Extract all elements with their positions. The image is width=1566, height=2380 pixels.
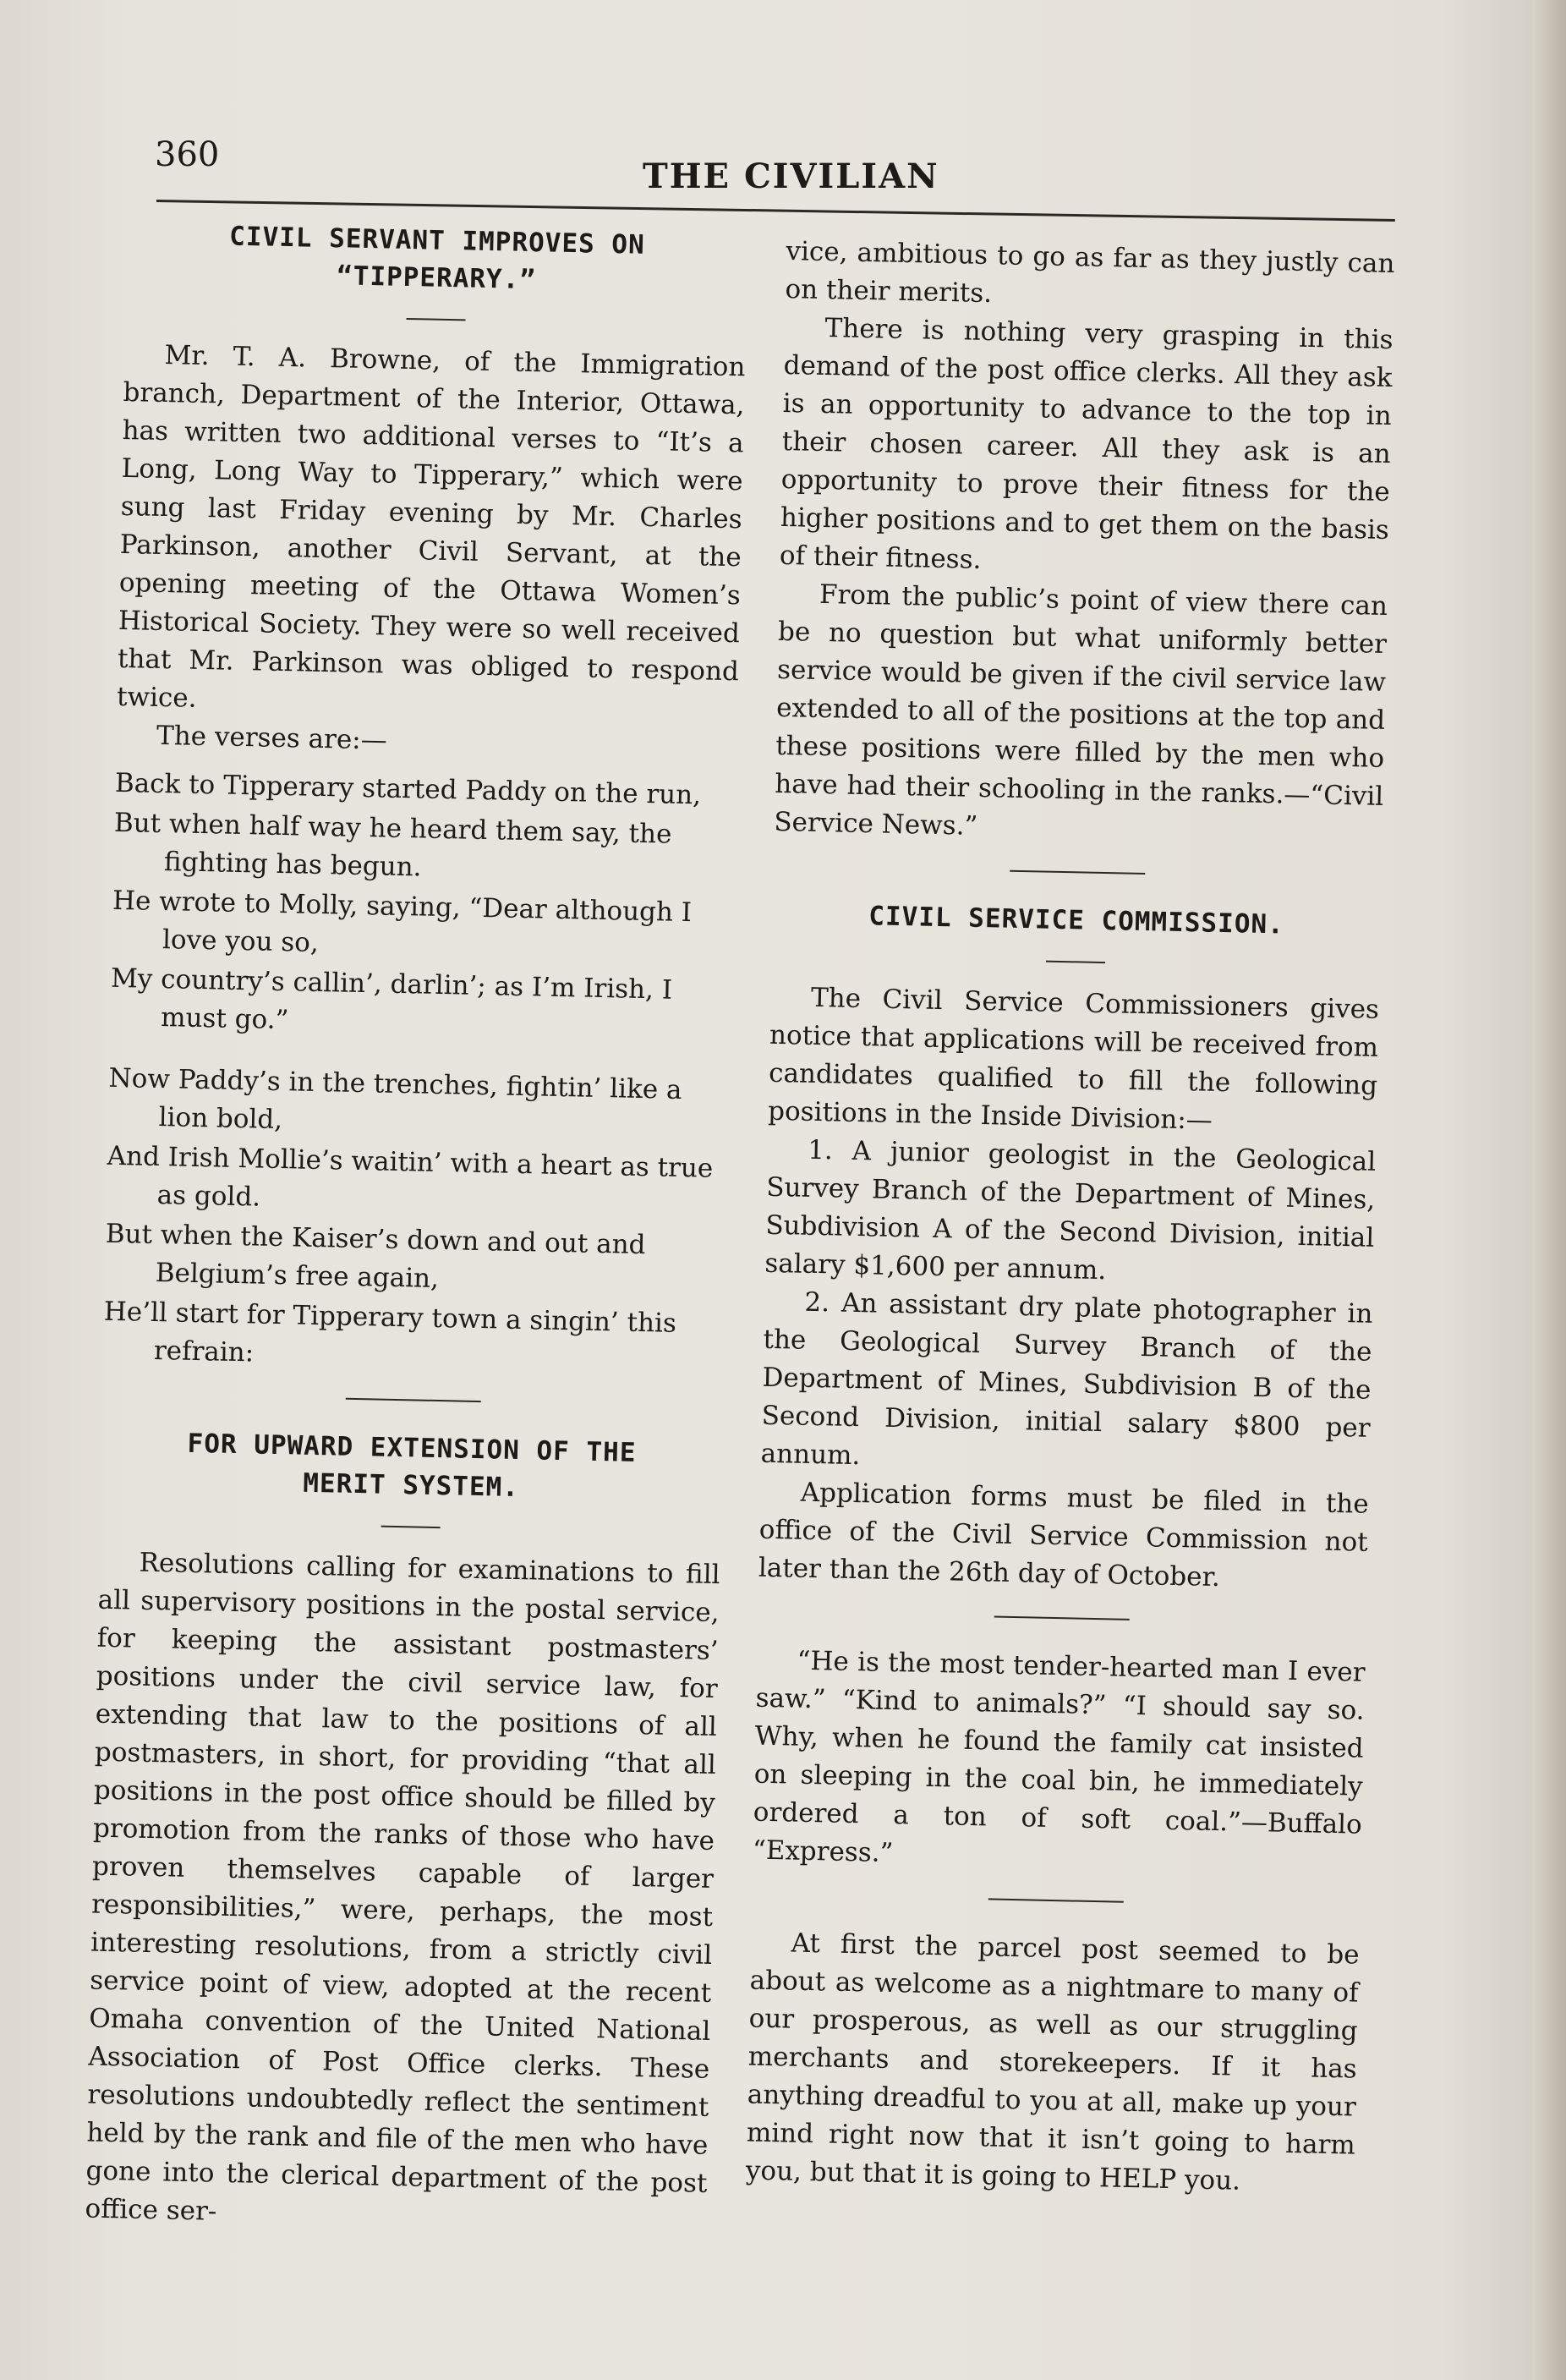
article-paragraph: From the public’s point of view there can be no question but what uniformly better service would be given if the civil service law extended to all of the positions at the top and these positions were filled by the men who have had their schooling in the ranks.—“Civil Service News.” <box>774 579 1388 842</box>
divider <box>381 1526 440 1528</box>
divider <box>406 318 465 321</box>
article-headline <box>100 1423 723 1511</box>
article-paragraph: vice, ambitious to go as far as they justly can on their merits. <box>785 235 1395 310</box>
page-number: 360 <box>155 135 220 174</box>
headline-line: CIVIL SERVANT IMPROVES ON <box>228 221 646 260</box>
article-paragraph: Application forms must be filed in the office of the Civil Service Commission not later than the 26th day of October. <box>758 1477 1370 1593</box>
article-paragraph: 2. An assistant dry plate photographer in the Geological Survey Branch of the Department of Mines, Subdivision B of the Second Division, initial salary $800 per annum. <box>760 1286 1373 1472</box>
running-title: THE CIVILIAN <box>643 156 939 196</box>
section-divider <box>345 1398 480 1402</box>
article-paragraph: There is nothing very grasping in this demand of the post office clerks. All they ask is an opportunity to advance to the top in their chosen career. All they ask is an opportunity to prove their fitness for the higher positions and to get them on the basis of their fitness. <box>779 312 1394 575</box>
headline-line: “TIPPERARY.” <box>336 260 537 296</box>
article-paragraph: The Civil Service Commissioners gives notice that applications will be received from candidates qualified to fill the following positions in the Inside Division:— <box>767 982 1380 1136</box>
article-paragraph: “He is the most tender-hearted man I ever saw.” “Kind to animals?” “I should say so. Why, when he found the family cat insisted on sleeping in the coal bin, he immediately ordered a ton of soft coal.”—Buffalo “Express.” <box>752 1645 1366 1869</box>
divider <box>1046 961 1105 963</box>
verse-stanza <box>110 765 737 1049</box>
verse-line: He’ll start for Tipperary town a singin’ this refrain: <box>103 1296 677 1368</box>
article-headline <box>125 216 748 303</box>
verse-line: And Irish Mollie’s waitin’ with a heart as true as gold. <box>107 1140 714 1213</box>
verse-line: Back to Tipperary started Paddy on the run, <box>114 767 702 811</box>
verse-stanza <box>102 1060 731 1382</box>
verse-line: My country’s callin’, darlin’; as I’m Irish, I must go.” <box>110 962 673 1036</box>
verse-line: He wrote to Molly, saying, “Dear although I love you so, <box>112 885 693 958</box>
article-paragraph: At first the parcel post seemed to be about as welcome as a nightmare to many of our prosperous, as well as our struggling merchants and storekeepers. If it has anything dreadful to you at all, make up your mind right now that it isn’t going to harm you, but that it is going to HELP you. <box>745 1928 1360 2196</box>
article-paragraph: The verses are:— <box>156 720 388 756</box>
header-rule <box>156 200 1395 222</box>
headline-line: FOR UPWARD EXTENSION OF THE <box>187 1428 637 1468</box>
verse-line: But when the Kaiser’s down and out and Belgium’s free again, <box>105 1218 646 1294</box>
article-headline: CIVIL SERVICE COMMISSION. <box>868 901 1285 940</box>
article-paragraph: Mr. T. A. Browne, of the Immigration branch, Department of the Interior, Ottawa, has written two additional verses to “It’s a Long, Long Way to Tipperary,” which were sung last Friday evening by Mr. Charles Parkinson, another Civil Servant, at the opening meeting of the Ottawa Women’s Historical Society. They were so well received that Mr. Parkinson was obliged to respond twice. <box>116 339 746 714</box>
headline-line: MERIT SYSTEM. <box>302 1467 520 1504</box>
right-column <box>746 233 1395 2203</box>
article-paragraph: Resolutions calling for examinations to fill all supervisory positions in the postal service, for keeping the assistant postmasters’ positions under the civil service law, for extending that law to the positions of all postmasters, in short, for providing “that all positions in the post office should be filled by promotion from the ranks of those who have proven themselves capable of larger responsibilities,” were, perhaps, the most interesting resolutions, from a strictly civil service point of view, adopted at the recent Omaha convention of the United National Association of Post Office clerks. These resolutions undoubtedly reflect the sentiment held by the rank and file of the men who have gone into the clerical department of the post office ser- <box>85 1547 720 2227</box>
section-divider <box>994 1616 1130 1620</box>
verse-line: Now Paddy’s in the trenches, fightin’ like a lion bold, <box>108 1062 682 1136</box>
page-binding-edge <box>1532 0 1566 2380</box>
section-divider <box>988 1898 1124 1902</box>
verse-line: But when half way he heard them say, the fighting has begun. <box>113 807 672 883</box>
section-divider <box>1010 870 1145 875</box>
article-paragraph: 1. A junior geologist in the Geological Survey Branch of the Department of Mines, Subdivision A of the Second Division, initial salary $1,600 per annum. <box>764 1134 1377 1286</box>
left-column <box>85 216 748 2241</box>
